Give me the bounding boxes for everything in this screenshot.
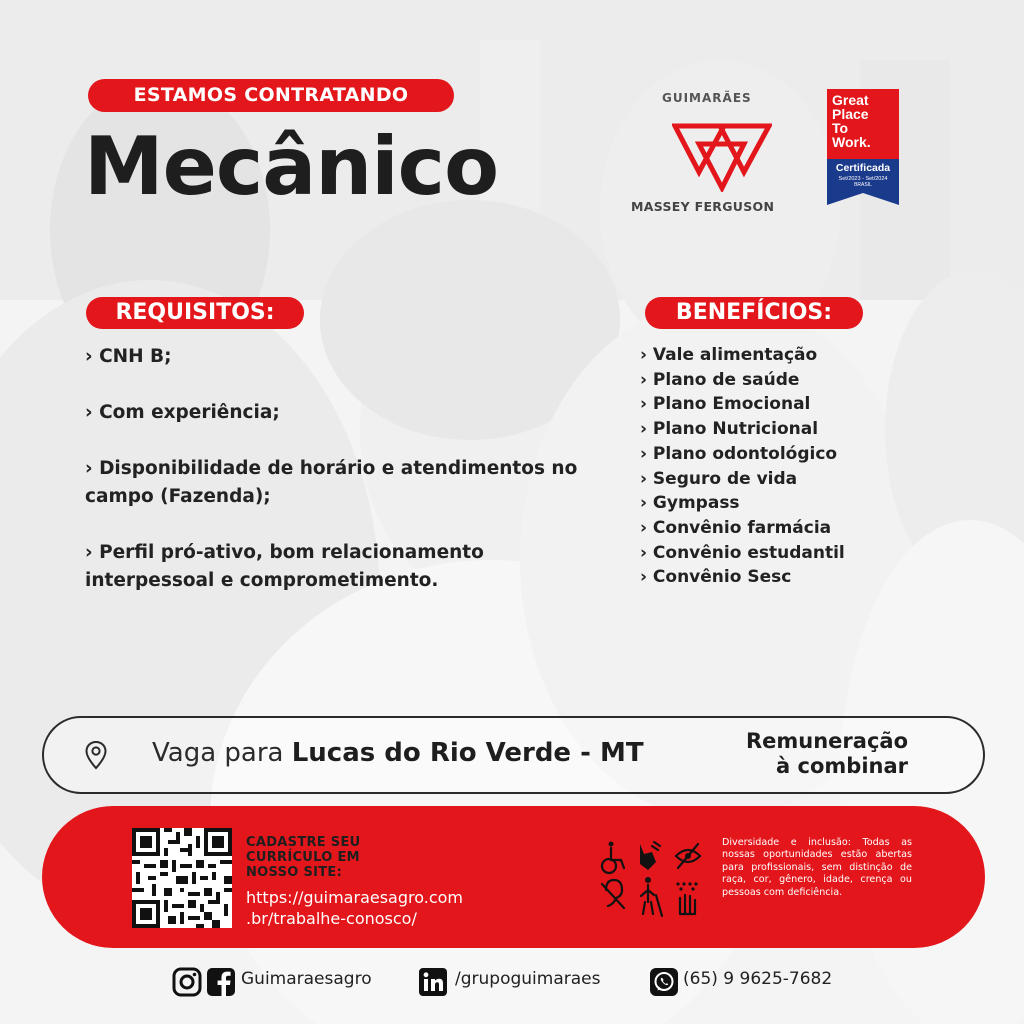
careers-url-line1[interactable]: https://guimaraesagro.com [246,888,463,907]
facebook-icon[interactable] [205,966,237,998]
gptw-country: BRASIL [854,182,872,188]
whatsapp-icon[interactable] [648,966,680,998]
cta-title-line1: CADASTRE SEU [246,835,361,850]
accessibility-icons [596,840,706,920]
careers-url-line2[interactable]: .br/trabalhe-conosco/ [246,909,417,928]
gptw-ribbon-tail [827,193,899,205]
gptw-line4: Work. [832,134,871,150]
benefit-item: › Convênio Sesc [640,567,792,588]
gptw-line1: Great [832,92,869,108]
location-city: Lucas do Rio Verde - MT [291,738,644,768]
requirement-item: › CNH B; [85,346,172,367]
hearing-impaired-icon [602,880,624,908]
salary-line2: à combinar [776,754,908,778]
job-location [152,738,644,768]
benefit-item: › Convênio estudantil [640,542,845,563]
salary-line1: Remuneração [745,729,908,753]
requirements-list [85,343,605,623]
requirement-item: › Perfil pró-ativo, bom relacionamento interpessoal e comprometimento. [85,542,484,591]
benefit-item: › Convênio farmácia [640,517,832,538]
requirement-item: › Disponibilidade de horário e atendimentos no campo (Fazenda); [85,458,578,507]
salary-info [690,729,908,779]
qr-code[interactable] [132,828,232,928]
location-prefix: Vaga para [152,738,292,768]
requirement-item: › Com experiência; [85,402,280,423]
wheelchair-icon [602,842,624,874]
benefits-list [640,343,900,590]
diversity-statement: Diversidade e inclusão: Todas as nossas oportunidades estão abertas para profissionais, sem distinção de raça, cor, gênero, idade, crença ou pessoas com deficiência. [722,837,912,898]
hiring-badge: ESTAMOS CONTRATANDO [88,79,454,112]
braille-icon [676,882,697,914]
instagram-icon[interactable] [171,966,203,998]
benefit-item: › Plano Emocional [640,394,811,415]
job-title: Mecânico [84,120,499,213]
cta-title [246,835,361,880]
benefit-item: › Plano de saúde [640,369,800,390]
requirements-heading: REQUISITOS: [86,297,304,329]
massey-ferguson-logo-icon [672,122,772,192]
gptw-status: Certificada [835,162,891,174]
gptw-line2: Place [832,106,869,122]
gptw-line3: To [832,120,849,136]
benefits-heading: BENEFÍCIOS: [645,297,863,329]
cane-user-icon [641,877,662,916]
benefit-item: › Vale alimentação [640,345,818,365]
benefit-item: › Plano Nutricional [640,419,819,440]
linkedin-icon[interactable] [417,966,449,998]
sign-language-icon [640,842,660,870]
whatsapp-number[interactable]: (65) 9 9625-7682 [683,969,833,989]
great-place-to-work-badge [827,89,899,207]
linkedin-handle[interactable]: /grupoguimaraes [455,969,601,989]
benefit-item: › Plano odontológico [640,443,838,464]
gptw-period: Set/2023 - Set/2024 [838,176,888,182]
cta-title-line3: NOSSO SITE: [246,865,343,880]
low-vision-icon [676,844,700,868]
cta-title-line2: CURRÍCULO EM [246,850,360,865]
social-handle[interactable]: Guimaraesagro [241,969,372,989]
brand-group-name: GUIMARÃES [662,91,752,105]
benefit-item: › Gympass [640,493,740,514]
location-pin-icon [84,740,108,770]
benefit-item: › Seguro de vida [640,468,798,489]
dealer-name: MASSEY FERGUSON [631,199,775,214]
careers-link[interactable] [246,887,463,929]
